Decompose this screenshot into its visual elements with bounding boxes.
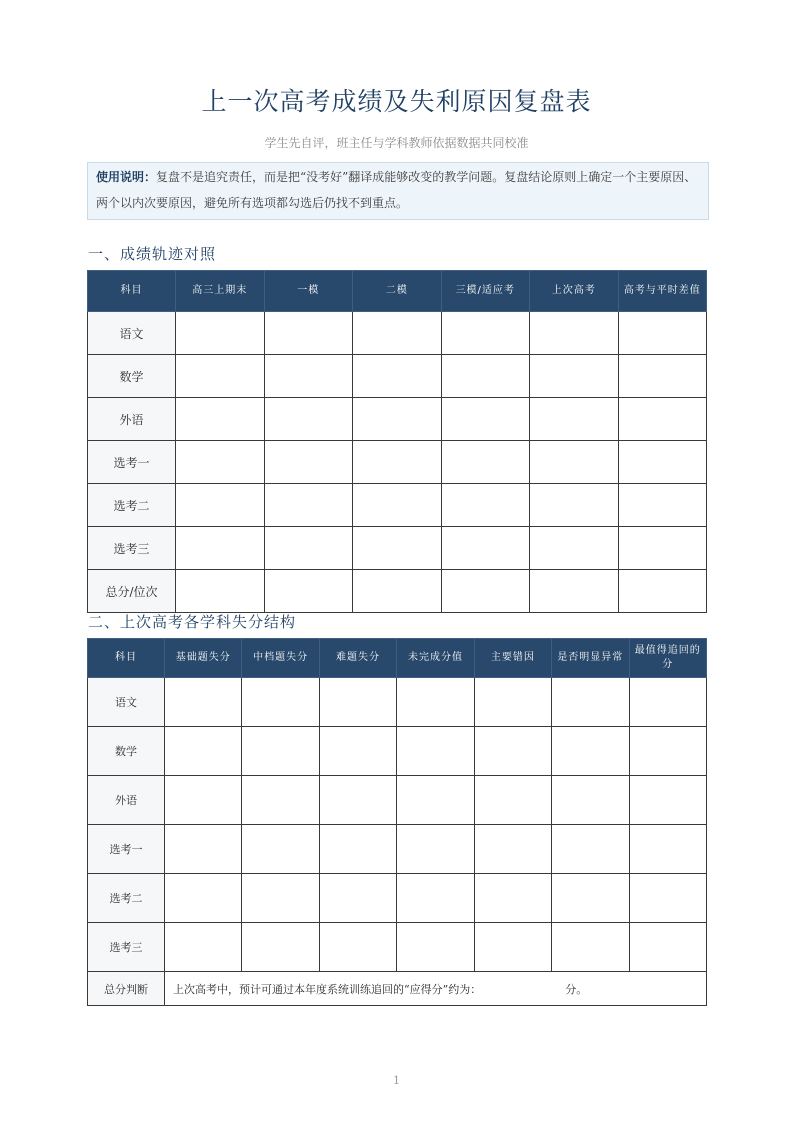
score-trajectory-table (87, 270, 707, 613)
summary-row (88, 972, 707, 1006)
input-cell[interactable] (353, 355, 442, 398)
input-cell[interactable] (618, 441, 707, 484)
input-cell[interactable] (618, 398, 707, 441)
table-header-row (88, 271, 707, 312)
page-title: 上一次高考成绩及失利原因复盘表 (201, 87, 592, 116)
input-cell[interactable] (530, 398, 619, 441)
input-cell[interactable] (242, 923, 319, 972)
usage-notice-label: 使用说明： (96, 170, 157, 184)
input-cell[interactable] (618, 570, 707, 613)
input-cell[interactable] (474, 825, 551, 874)
input-cell[interactable] (176, 484, 265, 527)
input-cell[interactable] (353, 527, 442, 570)
table-row (88, 398, 707, 441)
table-header-cell: 基础题失分 (165, 639, 242, 678)
summary-text: 上次高考中，预计可通过本年度系统训练追回的“应得分”约为： (173, 982, 482, 996)
table-header-cell: 上次高考 (530, 271, 619, 312)
row-label: 总分/位次 (88, 570, 176, 613)
input-cell[interactable] (353, 484, 442, 527)
input-cell[interactable] (552, 923, 629, 972)
table-row (88, 355, 707, 398)
input-cell[interactable] (397, 776, 474, 825)
input-cell[interactable] (441, 570, 530, 613)
table-row (88, 727, 707, 776)
input-cell[interactable] (165, 678, 242, 727)
row-label: 选考一 (88, 441, 176, 484)
summary-cell[interactable] (165, 972, 707, 1006)
table-header-cell: 难题失分 (319, 639, 396, 678)
table-row (88, 923, 707, 972)
input-cell[interactable] (397, 825, 474, 874)
input-cell[interactable] (629, 825, 706, 874)
input-cell[interactable] (242, 825, 319, 874)
input-cell[interactable] (530, 312, 619, 355)
table-header-cell: 三模/适应考 (441, 271, 530, 312)
input-cell[interactable] (176, 312, 265, 355)
input-cell[interactable] (629, 923, 706, 972)
table-header-cell: 高考与平时差值 (618, 271, 707, 312)
input-cell[interactable] (530, 355, 619, 398)
input-cell[interactable] (319, 678, 396, 727)
input-cell[interactable] (530, 527, 619, 570)
input-cell[interactable] (474, 678, 551, 727)
input-cell[interactable] (242, 874, 319, 923)
input-cell[interactable] (441, 355, 530, 398)
row-label: 选考二 (88, 484, 176, 527)
input-cell[interactable] (552, 678, 629, 727)
table-header-cell: 主要错因 (474, 639, 551, 678)
input-cell[interactable] (353, 312, 442, 355)
input-cell[interactable] (165, 825, 242, 874)
input-cell[interactable] (552, 874, 629, 923)
usage-notice-text: 复盘不是追究责任，而是把“没考好”翻译成能够改变的教学问题。复盘结论原则上确定一个主要原因、两个以内次要原因，避免所有选项都勾选后仍找不到重点。 (96, 170, 697, 210)
input-cell[interactable] (264, 398, 353, 441)
input-cell[interactable] (353, 570, 442, 613)
input-cell[interactable] (618, 312, 707, 355)
input-cell[interactable] (530, 441, 619, 484)
input-cell[interactable] (552, 776, 629, 825)
table-header-cell: 科目 (88, 271, 176, 312)
input-cell[interactable] (618, 527, 707, 570)
input-cell[interactable] (618, 355, 707, 398)
table-header-cell: 科目 (88, 639, 165, 678)
table-row (88, 678, 707, 727)
table-row (88, 484, 707, 527)
input-cell[interactable] (474, 776, 551, 825)
input-cell[interactable] (165, 727, 242, 776)
input-cell[interactable] (176, 527, 265, 570)
input-cell[interactable] (629, 678, 706, 727)
table-row (88, 874, 707, 923)
input-cell[interactable] (264, 355, 353, 398)
table-row (88, 527, 707, 570)
input-cell[interactable] (176, 570, 265, 613)
table-header-cell: 高三上期末 (176, 271, 265, 312)
input-cell[interactable] (176, 355, 265, 398)
input-cell[interactable] (176, 441, 265, 484)
table-row (88, 570, 707, 613)
page-number: 1 (393, 1074, 400, 1087)
input-cell[interactable] (319, 776, 396, 825)
input-cell[interactable] (530, 570, 619, 613)
table-header-cell: 未完成分值 (397, 639, 474, 678)
table-header-cell: 中档题失分 (242, 639, 319, 678)
input-cell[interactable] (165, 923, 242, 972)
page-subtitle: 学生先自评，班主任与学科教师依据数据共同校准 (264, 136, 529, 150)
input-cell[interactable] (552, 825, 629, 874)
input-cell[interactable] (353, 398, 442, 441)
input-cell[interactable] (264, 441, 353, 484)
row-label: 外语 (88, 398, 176, 441)
table-row (88, 312, 707, 355)
input-cell[interactable] (264, 312, 353, 355)
table-header-cell: 一模 (264, 271, 353, 312)
input-cell[interactable] (629, 727, 706, 776)
loss-structure-table (87, 638, 707, 1006)
input-cell[interactable] (264, 570, 353, 613)
input-cell[interactable] (441, 398, 530, 441)
row-label: 选考三 (88, 923, 165, 972)
input-cell[interactable] (176, 398, 265, 441)
input-cell[interactable] (441, 527, 530, 570)
input-cell[interactable] (474, 727, 551, 776)
input-cell[interactable] (319, 727, 396, 776)
row-label: 选考二 (88, 874, 165, 923)
table-header-cell: 是否明显异常 (552, 639, 629, 678)
summary-unit: 分。 (565, 982, 588, 996)
input-cell[interactable] (264, 527, 353, 570)
input-cell[interactable] (629, 776, 706, 825)
input-cell[interactable] (165, 776, 242, 825)
input-cell[interactable] (397, 874, 474, 923)
row-label: 数学 (88, 727, 165, 776)
summary-label: 总分判断 (88, 972, 165, 1006)
input-cell[interactable] (353, 441, 442, 484)
input-cell[interactable] (397, 727, 474, 776)
input-cell[interactable] (397, 923, 474, 972)
input-cell[interactable] (319, 874, 396, 923)
section-title-score-trajectory: 一、成绩轨迹对照 (88, 245, 217, 263)
row-label: 语文 (88, 312, 176, 355)
input-cell[interactable] (629, 874, 706, 923)
input-cell[interactable] (474, 874, 551, 923)
usage-notice (87, 162, 709, 220)
input-cell[interactable] (474, 923, 551, 972)
table-header-cell: 最值得追回的分 (629, 639, 706, 678)
row-label: 数学 (88, 355, 176, 398)
table-row (88, 825, 707, 874)
input-cell[interactable] (264, 484, 353, 527)
table-header-cell: 二模 (353, 271, 442, 312)
table-row (88, 776, 707, 825)
input-cell[interactable] (441, 484, 530, 527)
row-label: 外语 (88, 776, 165, 825)
input-cell[interactable] (441, 312, 530, 355)
input-cell[interactable] (552, 727, 629, 776)
input-cell[interactable] (242, 727, 319, 776)
input-cell[interactable] (618, 484, 707, 527)
input-cell[interactable] (165, 874, 242, 923)
row-label: 语文 (88, 678, 165, 727)
table-header-row (88, 639, 707, 678)
input-cell[interactable] (319, 923, 396, 972)
input-cell[interactable] (242, 776, 319, 825)
row-label: 选考三 (88, 527, 176, 570)
section-title-loss-structure: 二、上次高考各学科失分结构 (88, 613, 297, 631)
input-cell[interactable] (397, 678, 474, 727)
row-label: 选考一 (88, 825, 165, 874)
input-cell[interactable] (441, 441, 530, 484)
input-cell[interactable] (319, 825, 396, 874)
input-cell[interactable] (530, 484, 619, 527)
input-cell[interactable] (242, 678, 319, 727)
table-row (88, 441, 707, 484)
